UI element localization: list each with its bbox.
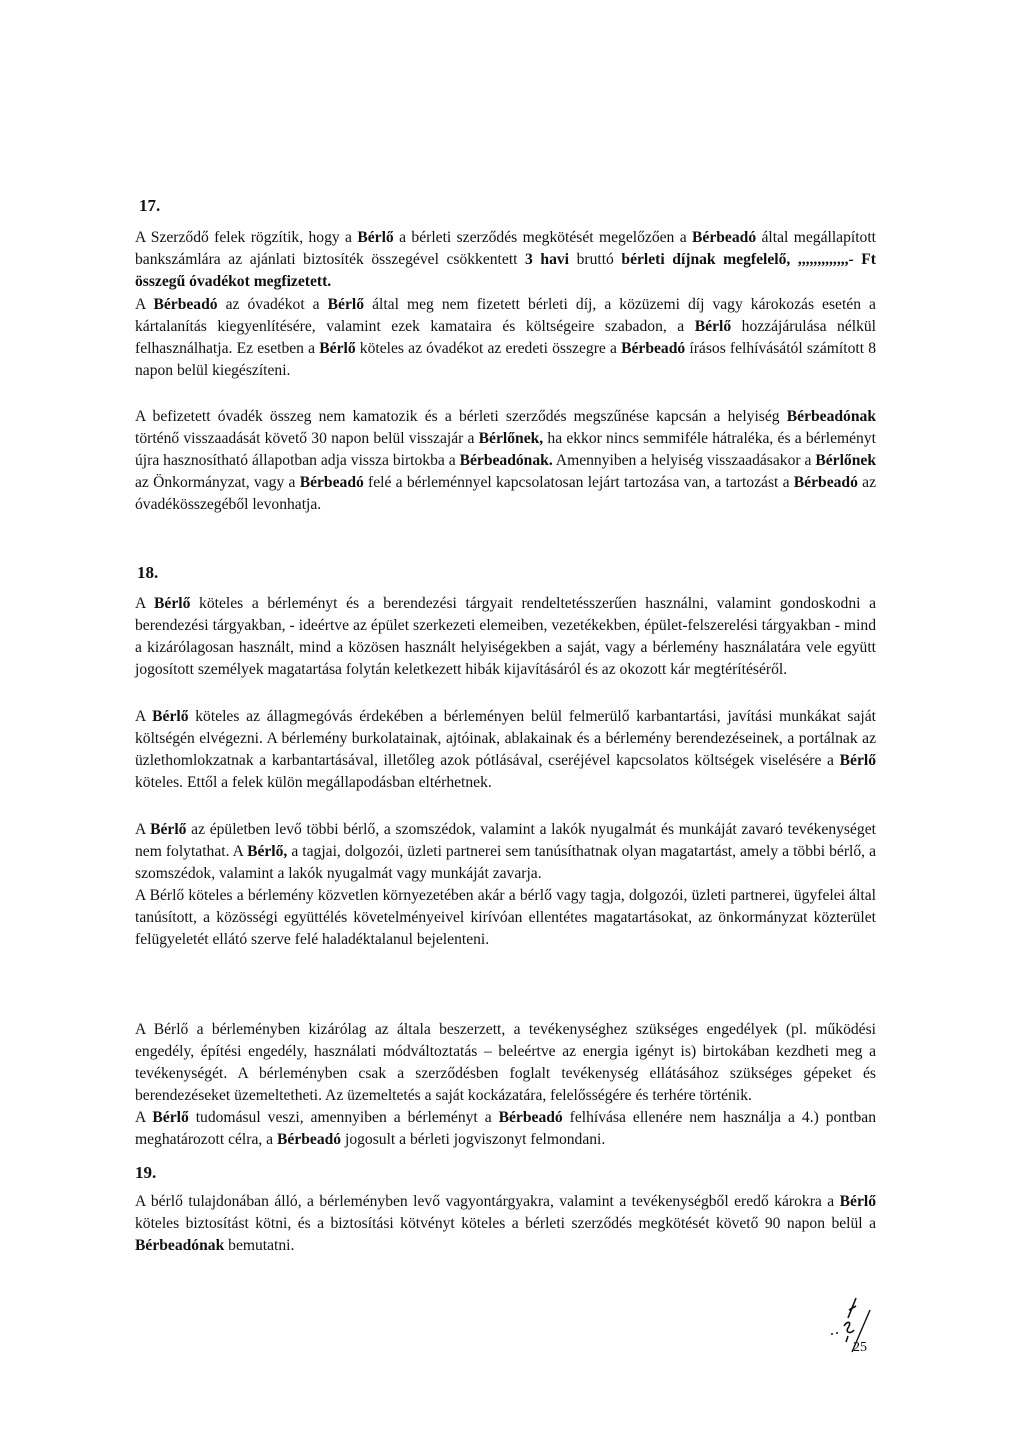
bold-run: bérleti díjnak megfelelő, ,,,,,,,,,,,,,- Ft összegű óvadékot megfizetett.: [135, 251, 877, 290]
text-run: hozzájárulása nélkül felhasználhatja. Ez esetben a: [135, 318, 877, 357]
text-run: köteles biztosítást kötni, és a biztosítási kötvényt köteles a bérleti szerződés megkötését követő 90 napon belül a: [135, 1215, 876, 1232]
bold-run: Bérbeadónak: [135, 1237, 225, 1254]
text-run: A: [135, 1109, 153, 1126]
bold-run: Bérbeadó: [793, 474, 858, 491]
section-17-paragraph-2: [135, 294, 876, 382]
section-17-paragraph-3: [135, 406, 876, 516]
text-run: A Bérlő a bérleményben kizárólag az általa beszerzett, a tevékenységhez szükséges engedélyek (pl. működési engedély, építési engedély, használati módváltoztatás – beleértve az energia igényt is) birtokában kezdheti meg a tevékenységét. A bérleményben csak a szerződésben foglalt tevékenység ellátásához szükséges gépeket és berendezéseket üzemeltetheti. Az üzemeltetés a saját kockázatára, felelősségére és terhére történik.: [135, 1021, 876, 1104]
text-run: A Bérlő köteles a bérlemény közvetlen környezetében akár a bérlő vagy tagja, dolgozói, üzleti partnerei, ügyfelei által tanúsított, a közösségi együttélés követelményeivel kirívóan ellentétes magatartásokat, az önkormányzat közterület felügyeletét ellátó szerve felé haladéktalanul bejelenteni.: [135, 887, 876, 948]
section-18-heading: 18.: [137, 563, 159, 582]
text-run: a tagjai, dolgozói, üzleti partnerei sem tanúsíthatnak olyan magatartást, amely a többi bérlő, a szomszédok, valamint a lakók nyugalmát vagy munkáját zavarja.: [135, 843, 876, 882]
text-run: az óvadékösszegéből levonhatja.: [135, 474, 876, 513]
bold-run: Bérlő: [150, 821, 187, 838]
text-run: A Szerződő felek rögzítik, hogy a: [135, 229, 358, 246]
text-run: felhívása ellenére nem használja a 4.) pontban meghatározott célra, a: [135, 1109, 876, 1148]
text-run: felé a bérleménnyel kapcsolatosan lejárt tartozása van, a tartozást a: [363, 474, 794, 491]
section-19-heading: 19.: [135, 1163, 157, 1182]
text-run: az Önkormányzat, vagy a: [135, 474, 300, 491]
bold-run: Bérbeadónak: [786, 408, 876, 425]
section-17-heading: 17.: [139, 196, 161, 215]
text-run: az épületben levő többi bérlő, a szomszédok, valamint a lakók nyugalmát és munkáját zavaró tevékenységet nem folytathat. A: [135, 821, 876, 860]
text-run: által megállapított bankszámlára az ajánlati biztosíték összegével csökkentett: [135, 229, 876, 268]
text-run: A: [135, 708, 153, 725]
text-run: jogosult a bérleti jogviszonyt felmondani.: [341, 1131, 606, 1148]
bold-run: Bérbeadó: [621, 340, 686, 357]
section-18-paragraph-3: [135, 819, 876, 885]
bold-run: Bérlő: [694, 318, 732, 335]
bold-run: Bérlőnek: [815, 452, 876, 469]
section-18-paragraph-5: [135, 1019, 876, 1107]
text-run: A bérlő tulajdonában álló, a bérleményben levő vagyontárgyakra, valamint a tevékenységből eredő károkra a: [135, 1193, 840, 1210]
text-run: A: [135, 595, 155, 612]
page-number: 25: [853, 1340, 867, 1355]
bold-run: Bérlő: [154, 595, 191, 612]
text-run: a bérleti szerződés megkötését megelőzően a: [393, 229, 693, 246]
text-run: által meg nem fizetett bérleti díj, a közüzemi díj vagy károkozás esetén a kártalanítás kiegyenlítésére, valamint ezek kamataira és költségeire szabadon, a: [135, 296, 876, 335]
text-run: A: [135, 296, 154, 313]
text-run: Amennyiben a helyiség visszaadásakor a: [552, 452, 816, 469]
bold-run: Bérlő: [357, 229, 394, 246]
bold-run: Bérlő: [839, 752, 876, 769]
section-18-paragraph-1: [135, 593, 876, 681]
bold-run: Bérlő: [319, 340, 356, 357]
bold-run: Bérlő: [327, 296, 365, 313]
text-run: az óvadékot a: [217, 296, 328, 313]
text-run: köteles az óvadékot az eredeti összegre a: [355, 340, 622, 357]
bold-run: Bérlő: [152, 708, 189, 725]
text-run: A: [135, 821, 151, 838]
section-19-paragraph-1: [135, 1191, 876, 1257]
section-17-paragraph-1: [135, 227, 876, 293]
bold-run: Bérbeadó: [692, 229, 757, 246]
bold-run: 3 havi: [525, 251, 570, 268]
text-run: köteles az állagmegóvás érdekében a bérleményen belül felmerülő karbantartási, javítási munkákat saját költségén elvégezni. A bérlemény burkolatainak, ajtóinak, ablakainak és a bérlemény berendezéseinek, a portálnak az üzlethomlokzatnak a karbantartásával, illetőleg azok pótlásával, cseréjével kapcsolatos költségek viselésére a: [135, 708, 876, 769]
text-run: történő visszaadását követő 30 napon belül visszajár a: [135, 430, 479, 447]
bold-run: Bérbeadó: [277, 1131, 342, 1148]
bold-run: Bérlő: [152, 1109, 189, 1126]
text-run: bemutatni.: [224, 1237, 295, 1254]
text-run: tudomásul veszi, amennyiben a bérleményt a: [188, 1109, 499, 1126]
bold-run: Bérbeadónak.: [459, 452, 553, 469]
bold-run: Bérbeadó: [299, 474, 364, 491]
section-18-paragraph-6: [135, 1107, 876, 1151]
bold-run: Bérlő: [839, 1193, 876, 1210]
bold-run: Bérbeadó: [153, 296, 218, 313]
bold-run: Bérbeadó: [498, 1109, 563, 1126]
section-18-paragraph-4: [135, 885, 876, 951]
text-run: ha ekkor nincs semmiféle hátraléka, és a bérleményt újra hasznosítható állapotban adja vissza birtokba a: [135, 430, 876, 469]
text-run: A befizetett óvadék összeg nem kamatozik és a bérleti szerződés megszűnése kapcsán a helyiség: [135, 408, 787, 425]
bold-run: Bérlőnek,: [478, 430, 544, 447]
text-run: írásos felhívásától számított 8 napon belül kiegészíteni.: [135, 340, 876, 379]
text-run: bruttó: [569, 251, 622, 268]
text-run: köteles a bérleményt és a berendezési tárgyait rendeltetésszerűen használni, valamint gondoskodni a berendezési tárgyakban, - ideértve az épület szerkezeti elemeiben, vezetékekben, épület-felszerelési tárgyakban - mind a kizárólagosan használt, mind a közösen használt helyiségekben a saját, vagy a bérlemény használatára vele együtt jogosított személyek magatartása folytán keletkezett hibák kijavításáról és az okozott kár megtérítéséről.: [135, 595, 876, 678]
text-run: köteles. Ettől a felek külön megállapodásban eltérhetnek.: [135, 774, 492, 791]
section-18-paragraph-2: [135, 706, 876, 794]
bold-run: Bérlő,: [247, 843, 288, 860]
